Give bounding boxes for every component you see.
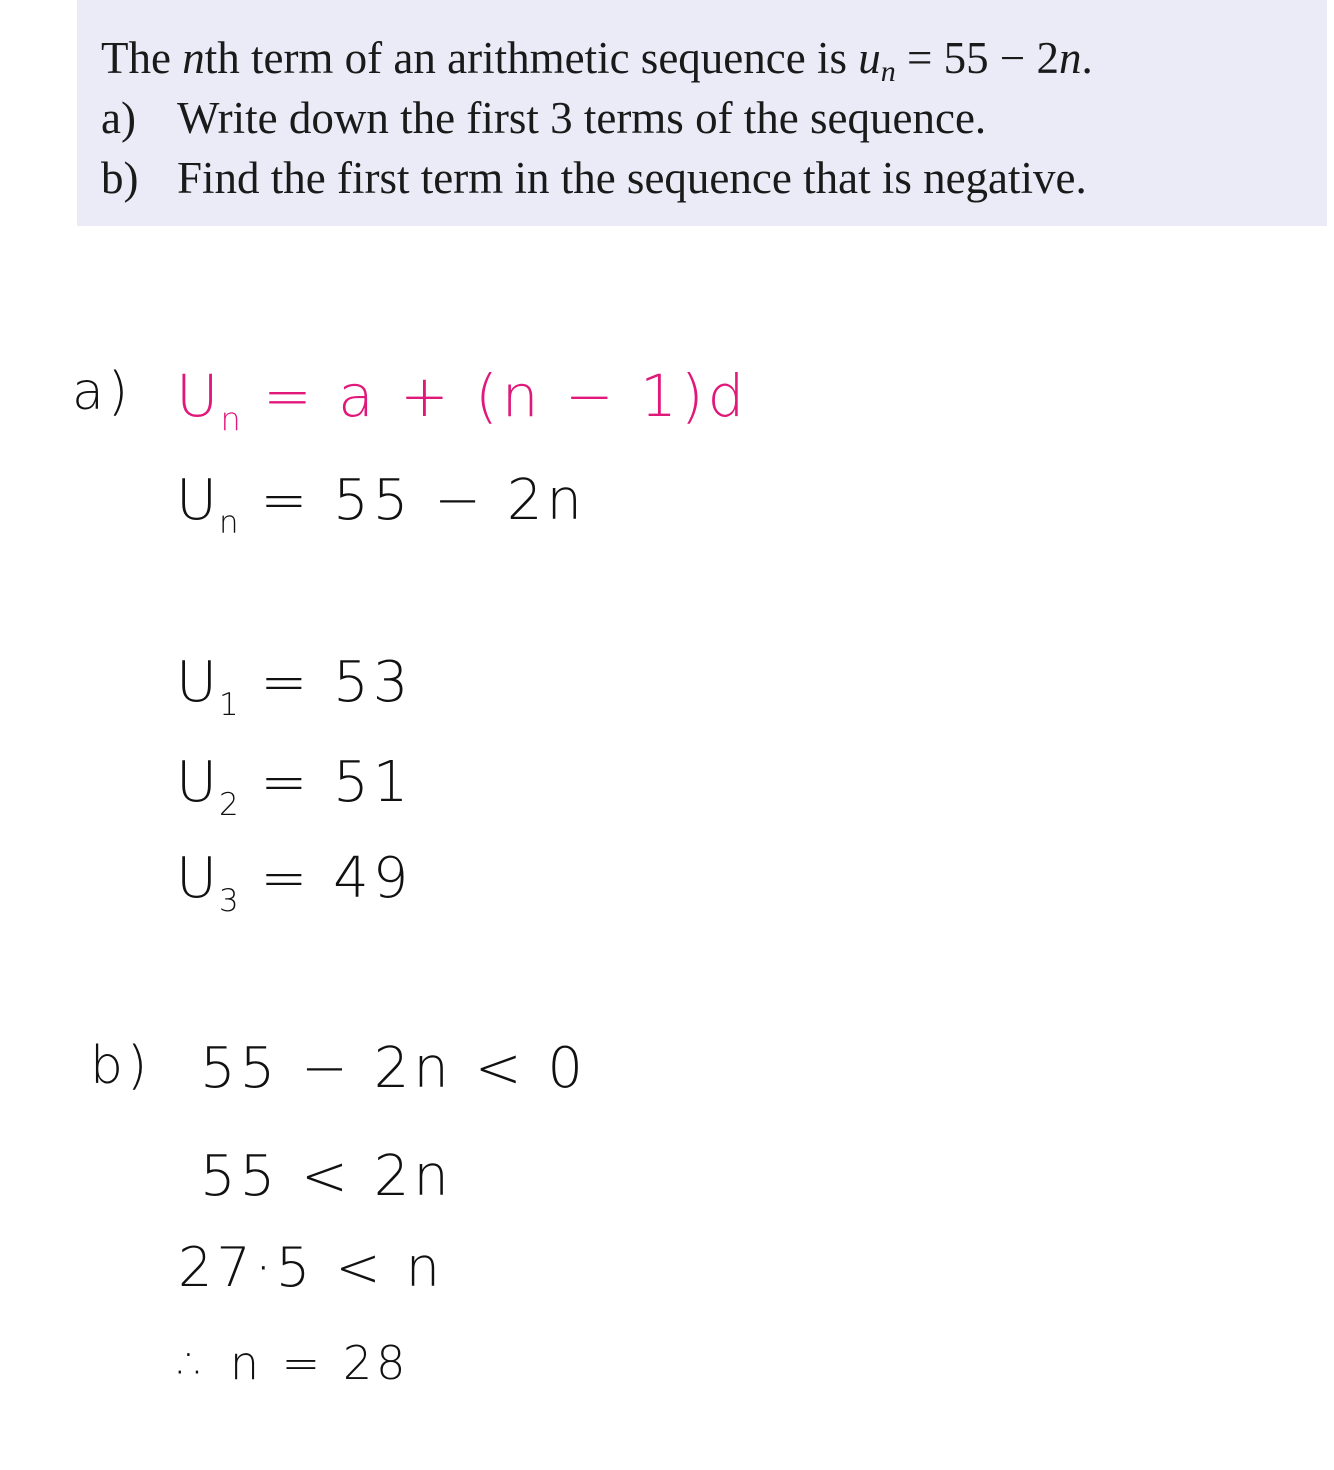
question-intro: The nth term of an arithmetic sequence is $u_n = 55 - 2n$.: [101, 33, 1093, 88]
inequality-line-2: 55 < 2n: [200, 1144, 453, 1209]
inequality-line-1: 55 − 2n < 0: [200, 1036, 588, 1101]
answer-line: ∴ n = 28: [178, 1336, 410, 1390]
part-a-label: a): [72, 362, 133, 422]
formula-line: $U_n = a + (n - 1)d$: [176, 362, 749, 439]
question-part-b: b) Find the first term in the sequence that is negative.: [101, 153, 1087, 203]
term-line-1: $U_1 = 53$: [176, 650, 413, 723]
part-b-label: b): [90, 1036, 152, 1096]
term-line-2: $U_2 = 51$: [176, 750, 413, 823]
question-part-a: a) Write down the first 3 terms of the sequence.: [101, 93, 987, 143]
given-line: $U_n = 55 - 2n$: [176, 468, 586, 541]
term-line-3: $U_3 = 49$: [176, 846, 413, 919]
inequality-line-3: 27·5 < n: [178, 1236, 445, 1299]
